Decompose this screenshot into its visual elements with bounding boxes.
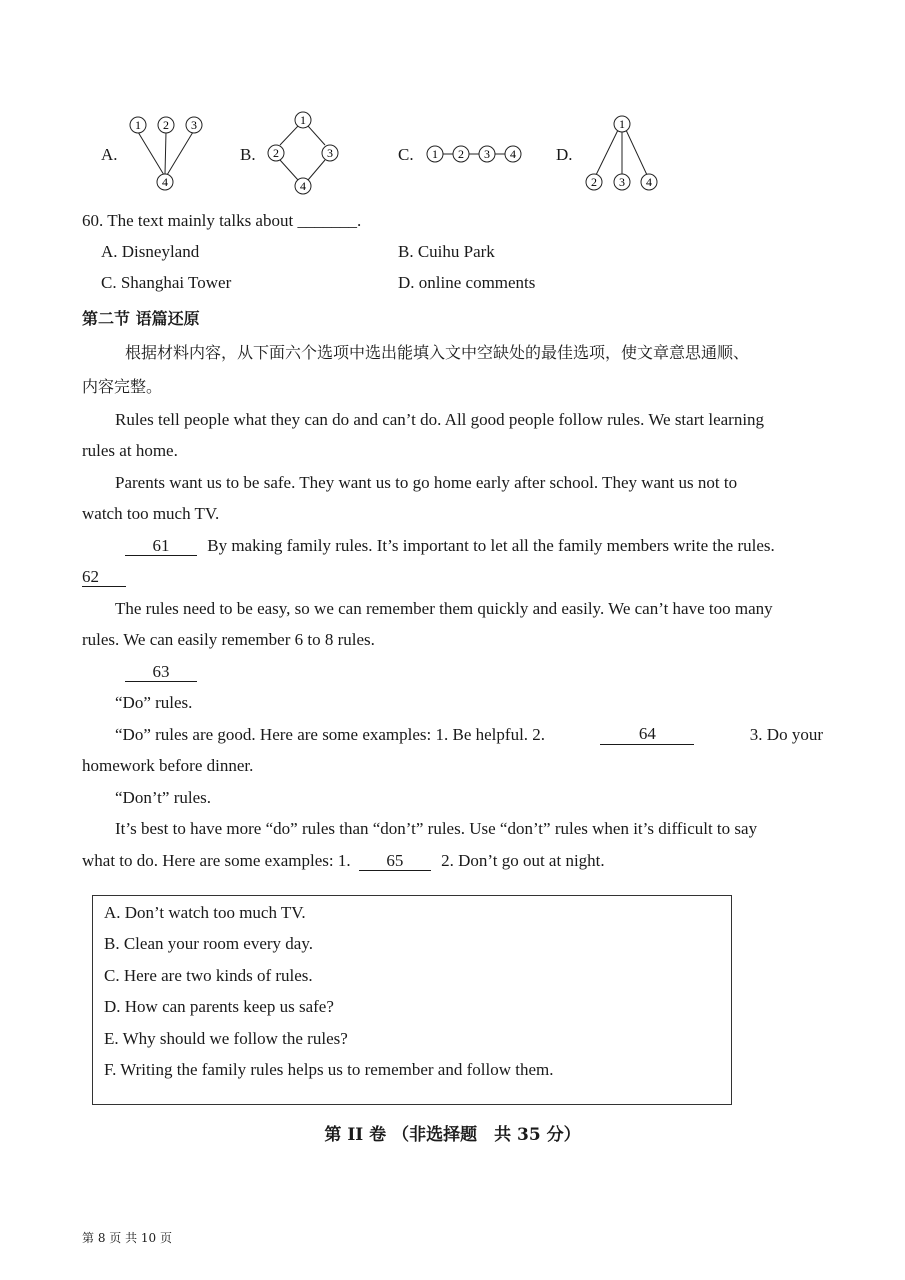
option-c-letter: C. [398, 145, 414, 164]
do-rules-heading: “Do” rules. [115, 693, 193, 712]
node-2-label: 2 [273, 146, 279, 160]
option-d-diagram [580, 112, 664, 196]
option-d-letter: D. [556, 145, 573, 164]
paragraph-7-part-2: 2. Don’t go out at night. [441, 851, 605, 870]
node-1-label: 1 [300, 113, 306, 127]
option-a-letter: A. [101, 145, 118, 164]
dont-rules-heading: “Don’t” rules. [115, 788, 211, 807]
paragraph-3-text: By making family rules. It’s important to let all the family members write the rules. [207, 536, 775, 555]
paragraph-7-line-1: It’s best to have more “do” rules than “don’t” rules. Use “don’t” rules when it’s difficult to say [115, 819, 758, 838]
node-1-label: 1 [619, 117, 625, 131]
q60-option-b: B. Cuihu Park [398, 242, 495, 261]
paragraph-6-line-2: homework before dinner. [82, 756, 254, 775]
paragraph-2-line-1: Parents want us to be safe. They want us to go home early after school. They want us not to [115, 473, 738, 492]
paragraph-6-part-1: “Do” rules are good. Here are some examples: 1. Be helpful. 2. [115, 725, 546, 744]
option-a-diagram [124, 112, 206, 194]
choice-e: E. Why should we follow the rules? [104, 1029, 348, 1048]
blank-65[interactable]: 65 [359, 852, 431, 871]
paragraph-1-line-2: rules at home. [82, 441, 178, 460]
paragraph-4-line-2: rules. We can easily remember 6 to 8 rules. [82, 630, 375, 649]
node-1-label: 1 [432, 147, 438, 161]
option-b-letter: B. [240, 145, 256, 164]
paragraph-2-line-2: watch too much TV. [82, 504, 220, 523]
part-2-title: 第 II 卷 （非选择题 共 35 分） [324, 1125, 581, 1145]
node-4-label: 4 [300, 179, 306, 193]
q60-option-a: A. Disneyland [101, 242, 200, 261]
instructions-line-2: 内容完整。 [82, 377, 163, 396]
node-4-label: 4 [510, 147, 516, 161]
option-b-diagram [262, 108, 346, 198]
choice-b: B. Clean your room every day. [104, 934, 313, 953]
blank-61[interactable]: 61 [125, 537, 197, 556]
node-1-label: 1 [135, 118, 141, 132]
node-2-label: 2 [163, 118, 169, 132]
paragraph-5-blank-line [125, 662, 197, 682]
node-2-label: 2 [591, 175, 597, 189]
paragraph-3 [125, 536, 775, 556]
paragraph-4-line-1: The rules need to be easy, so we can remember them quickly and easily. We can’t have too many [115, 599, 773, 618]
node-3-label: 3 [484, 147, 490, 161]
node-2-label: 2 [458, 147, 464, 161]
paragraph-7-line-2 [82, 851, 605, 871]
page-footer: 第 8 页 共 10 页 [82, 1231, 172, 1245]
paragraph-1-line-1: Rules tell people what they can do and can’t do. All good people follow rules. We start learning [115, 410, 765, 429]
blank-64[interactable]: 64 [600, 725, 694, 745]
choice-f: F. Writing the family rules helps us to remember and follow them. [104, 1060, 554, 1079]
paragraph-3-line-2 [82, 567, 126, 587]
node-3-label: 3 [191, 118, 197, 132]
q60-option-c: C. Shanghai Tower [101, 273, 232, 292]
paragraph-6-line-1 [115, 725, 823, 745]
choice-c: C. Here are two kinds of rules. [104, 966, 313, 985]
paragraph-7-part-1: what to do. Here are some examples: 1. [82, 851, 351, 870]
node-3-label: 3 [619, 175, 625, 189]
option-c-diagram [422, 140, 526, 168]
paragraph-6-part-2: 3. Do your [749, 725, 823, 744]
node-4-label: 4 [646, 175, 652, 189]
choice-d: D. How can parents keep us safe? [104, 997, 334, 1016]
node-3-label: 3 [327, 146, 333, 160]
blank-63[interactable]: 63 [125, 663, 197, 682]
blank-62[interactable]: 62 [82, 568, 126, 587]
instructions-line-1: 根据材料内容，从下面六个选项中选出能填入文中空缺处的最佳选项，使文章意思通顺、 [125, 343, 750, 362]
q60-stem: 60. The text mainly talks about _______. [82, 211, 362, 230]
node-4-label: 4 [162, 175, 168, 189]
choice-a: A. Don’t watch too much TV. [104, 903, 306, 922]
q60-option-d: D. online comments [398, 273, 536, 292]
section-heading: 第二节 语篇还原 [82, 309, 200, 328]
